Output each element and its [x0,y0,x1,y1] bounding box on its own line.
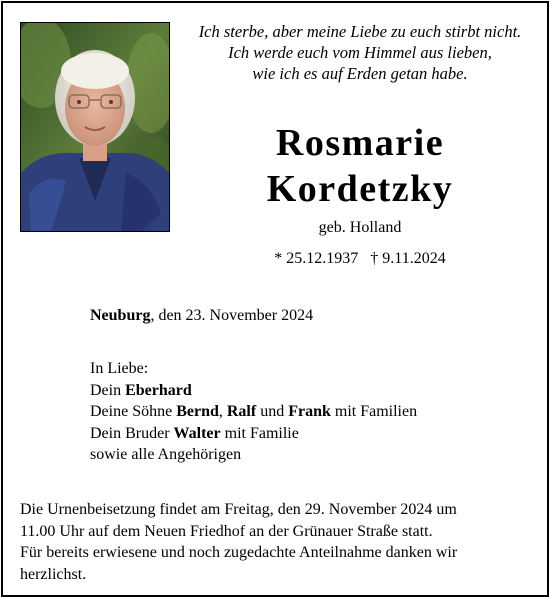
life-dates [180,249,540,269]
mourner-text: mit Familien [330,403,418,420]
mourner-name: Bernd [176,403,219,420]
notice-line: 11.00 Uhr auf dem Neuen Friedhof an der Grünauer Straße statt. [20,522,433,540]
first-name: Rosmarie [275,122,445,164]
mourner-line [90,423,417,445]
mourner-text: Dein Bruder [90,424,174,442]
memorial-quote [180,21,540,84]
mourner-line: sowie alle Angehörigen [90,446,242,463]
notice-line: Die Urnenbeisetzung findet am Freitag, den 29. November 2024 um [20,501,457,518]
date-text: , den 23. November 2024 [150,307,314,324]
mourner-text: Dein [90,381,126,399]
quote-line: Ich werde euch vom Himmel aus lieben, [228,43,492,62]
portrait-photo [20,22,170,232]
mourner-text: , [218,403,227,420]
funeral-notice [20,499,535,585]
mourners-list [90,358,417,466]
maiden-name: geb. Holland [318,219,402,236]
quote-line: Ich sterbe, aber meine Liebe zu euch stirbt nicht. [198,22,522,41]
mourner-name: Walter [173,424,221,442]
notice-line: Für bereits erwiesene und noch zugedachte Anteilnahme danken wir [20,544,458,561]
birth-date: * 25.12.1937 [274,250,359,267]
mourner-text: mit Familie [220,424,299,442]
mourner-name: Frank [288,403,331,420]
mourners-intro: In Liebe: [90,360,149,377]
notice-line: herzlichst. [20,565,87,583]
mourner-text: Deine Söhne [90,403,177,420]
last-name: Kordetzky [266,168,454,210]
place-date [90,306,313,326]
place-name: Neuburg [90,307,151,324]
mourner-text: und [256,403,289,420]
deceased-name [180,120,540,212]
mourner-line [90,401,417,423]
quote-line: wie ich es auf Erden getan habe. [252,64,468,83]
death-date: † 9.11.2024 [370,250,446,267]
mourner-line [90,380,417,402]
mourner-name: Eberhard [125,381,192,399]
mourner-name: Ralf [226,403,257,420]
